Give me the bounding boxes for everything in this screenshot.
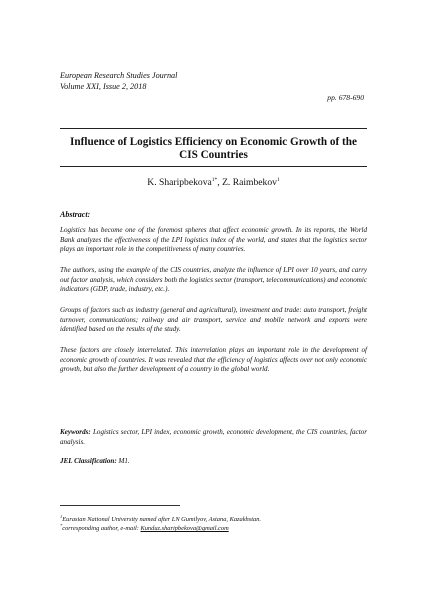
footnote-1-marker: 1 [60,514,63,519]
author-2: , Z. Raimbekov [217,177,277,188]
title-top-rule [60,128,367,129]
author-2-affiliation: 1 [276,177,280,183]
title-bottom-rule [60,166,367,167]
abstract-paragraph-1: Logistics has become one of the foremost spheres that affect economic growth. In its reports, the World Bank analyzes the effectiveness of the LPI logistics index of the world, and states that the logistics sector plays an important role in the competitiveness of many countries. [60,226,367,254]
paper-title: Influence of Logistics Efficiency on Economic Growth of the CIS Countries [70,136,357,161]
author-line [60,177,367,188]
author-1: K. Sharipbekova [147,177,212,188]
footnote-rule [60,505,180,506]
journal-name: European Research Studies Journal [60,71,178,80]
journal-header [60,71,177,92]
author-1-affiliation: 1* [211,177,218,183]
abstract-paragraph-4: These factors are closely interrelated. This interrelation plays an important role in the development of economic growth of countries. It was revealed that the efficiency of logistics affects over not only economic growth, but also the further development of a country in the global world. [60,346,367,374]
abstract-paragraph-2: The authors, using the example of the CIS countries, analyze the influence of LPI over 10 years, and carry out factor analysis, which considers both the logistics sector (transport, telecommunications) and economic indicators (GDP, trade, industry, etc.). [60,266,367,294]
keywords-label: Keywords: [60,428,91,436]
footnote-2-prefix: corresponding author, e-mail: [62,525,141,532]
jel-text: M1. [116,457,130,465]
abstract-paragraph-3: Groups of factors such as industry (general and agricultural), investment and trade: auto transport, freight turnover, communications; railway and air transport, service and mobile network and exports were identified based on the results of the study. [60,306,367,334]
corresponding-email-link[interactable]: Kunduz.sharipbekova@gmail.com [140,525,229,532]
footnote-1-text: Eurasian National University named after LN Gumilyov, Astana, Kazakhstan. [62,516,262,523]
keywords [60,428,367,447]
journal-volume: Volume XXI, Issue 2, 2018 [60,81,147,91]
abstract-heading: Abstract: [60,210,91,219]
keywords-text: Logistics sector, LPI index, economic growth, economic development, the CIS countries, factor analysis. [60,428,367,446]
jel-classification [60,457,130,465]
jel-label: JEL Classification: [60,457,117,465]
page-range: pp. 678-690 [327,93,364,102]
footnote-2-marker: * [60,523,63,528]
footnote-2 [60,522,229,533]
